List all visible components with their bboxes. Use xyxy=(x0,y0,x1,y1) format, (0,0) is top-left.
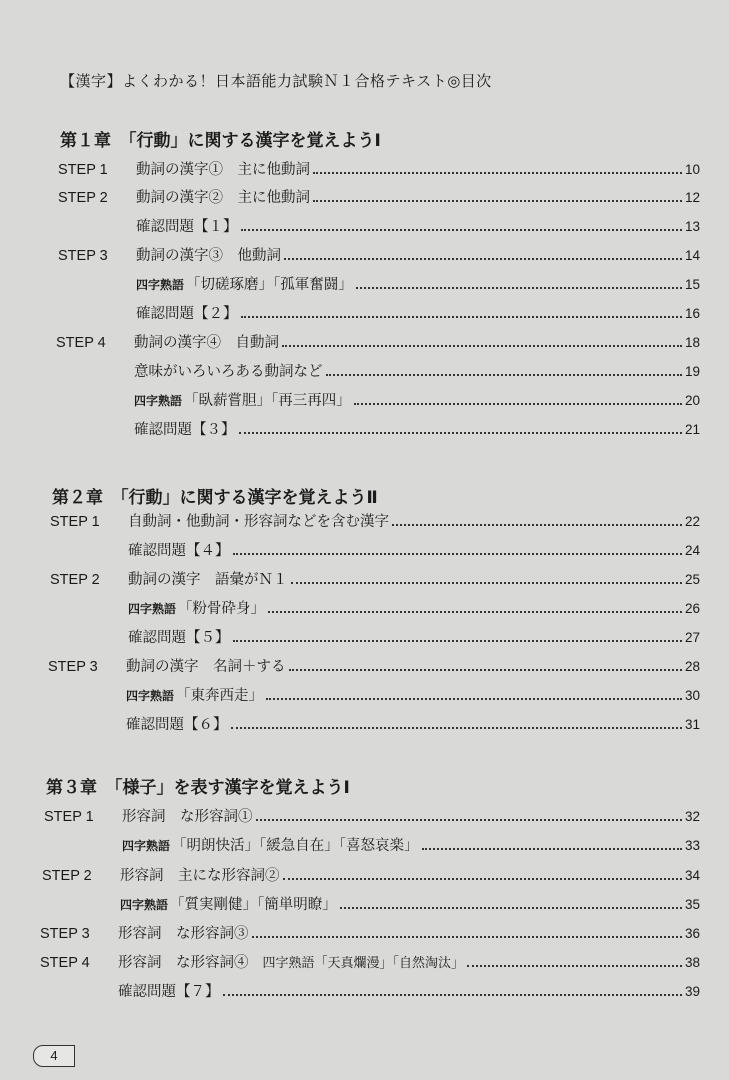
toc-leader-dots xyxy=(283,878,682,880)
toc-entry-text: 確認問題【２】 xyxy=(136,306,238,322)
toc-entry-tag: 四字熟語 xyxy=(120,898,169,912)
toc-row xyxy=(56,418,700,440)
toc-entry-title xyxy=(136,244,281,265)
toc-page-number: 21 xyxy=(684,422,700,437)
toc-page-number: 20 xyxy=(684,393,700,408)
toc-entry-title xyxy=(120,864,280,885)
chapter-1-title: 第１章 「行動」に関する漢字を覚えようⅠ xyxy=(60,131,381,151)
toc-entry-text: 「粉骨砕身」 xyxy=(178,601,266,617)
toc-page-number: 38 xyxy=(684,955,700,970)
toc-entry-title xyxy=(136,302,238,323)
toc-row xyxy=(50,539,700,561)
toc-leader-dots xyxy=(291,582,682,584)
toc-leader-dots xyxy=(241,229,682,231)
toc-entry-title xyxy=(126,684,263,705)
page-header: 【漢字】よくわかる！日本語能力試験Ｎ１合格テキスト◎目次 xyxy=(60,72,492,90)
toc-row xyxy=(40,922,700,944)
toc-page-number: 39 xyxy=(684,984,700,999)
toc-entry-text: 意味がいろいろある動詞など xyxy=(134,364,323,380)
toc-entry-title xyxy=(134,331,279,352)
toc-entry-title xyxy=(134,418,236,439)
toc-entry-title xyxy=(134,360,323,381)
toc-row xyxy=(56,360,700,382)
toc-leader-dots xyxy=(282,345,682,347)
toc-entry-text: 動詞の漢字② 主に他動詞 xyxy=(136,190,310,206)
toc-row xyxy=(56,389,700,411)
toc-leader-dots xyxy=(284,258,682,260)
toc-leader-dots xyxy=(268,611,682,613)
toc-entry-title xyxy=(136,158,310,179)
toc-entry-text: 形容詞 な形容詞④ xyxy=(118,955,249,971)
toc-leader-dots xyxy=(392,524,682,526)
toc-entry-title xyxy=(120,893,337,914)
toc-leader-dots xyxy=(356,287,682,289)
toc-entry-title xyxy=(122,805,253,826)
toc-step-label: STEP 1 xyxy=(44,809,94,825)
toc-leader-dots xyxy=(239,432,682,434)
toc-entry-title xyxy=(128,626,230,647)
toc-step-label: STEP 4 xyxy=(56,335,106,351)
toc-page-number: 18 xyxy=(684,335,700,350)
page-number: 4 xyxy=(50,1048,58,1063)
toc-step-label: STEP 3 xyxy=(40,926,90,942)
toc-page-number: 14 xyxy=(684,248,700,263)
toc-entry-title xyxy=(128,597,265,618)
toc-entry-text: 「臥薪嘗胆」「再三再四」 xyxy=(184,393,351,409)
toc-leader-dots xyxy=(233,553,682,555)
toc-entry-title xyxy=(128,568,288,589)
toc-row xyxy=(56,331,700,353)
toc-row xyxy=(58,158,700,180)
toc-entry-tag: 四字熟語 xyxy=(126,689,175,703)
toc-entry-tag: 四字熟語 xyxy=(134,394,183,408)
toc-page-number: 24 xyxy=(684,543,700,558)
toc-entry-text: 確認問題【５】 xyxy=(128,630,230,646)
toc-row xyxy=(50,626,700,648)
toc-leader-dots xyxy=(326,374,682,376)
toc-entry-text: 形容詞 な形容詞① xyxy=(122,809,253,825)
toc-row xyxy=(42,864,700,886)
toc-entry-title xyxy=(128,539,230,560)
toc-leader-dots xyxy=(422,848,682,850)
toc-entry-text: 確認問題【４】 xyxy=(128,543,230,559)
toc-step-label: STEP 2 xyxy=(58,190,108,206)
toc-step-label: STEP 3 xyxy=(48,659,98,675)
toc-leader-dots xyxy=(313,200,682,202)
toc-entry-text: 「東奔西走」 xyxy=(176,688,264,704)
toc-leader-dots xyxy=(256,819,682,821)
page-number-tab xyxy=(33,1045,75,1067)
toc-step-label: STEP 1 xyxy=(58,162,108,178)
toc-step-label: STEP 2 xyxy=(50,572,100,588)
toc-page-number: 12 xyxy=(684,190,700,205)
toc-entry-title xyxy=(136,215,238,236)
toc-entry-tag: 四字熟語 xyxy=(128,602,177,616)
toc-row xyxy=(40,951,700,973)
toc-entry-tag: 四字熟語 xyxy=(136,278,185,292)
toc-entry-title xyxy=(136,273,353,294)
toc-step-label: STEP 3 xyxy=(58,248,108,264)
toc-entry-title xyxy=(128,510,389,531)
toc-leader-dots xyxy=(266,698,682,700)
toc-page-number: 35 xyxy=(684,897,700,912)
toc-page-number: 34 xyxy=(684,868,700,883)
toc-entry-text: 動詞の漢字 名詞＋する xyxy=(126,659,286,675)
toc-row xyxy=(48,713,700,735)
toc-leader-dots xyxy=(252,936,682,938)
toc-entry-text: 確認問題【７】 xyxy=(118,984,220,1000)
toc-page-number: 31 xyxy=(684,717,700,732)
toc-page-number: 26 xyxy=(684,601,700,616)
toc-leader-dots xyxy=(354,403,682,405)
toc-row xyxy=(50,597,700,619)
toc-leader-dots xyxy=(340,907,682,909)
toc-entry-text: 確認問題【６】 xyxy=(126,717,228,733)
toc-entry-tag: 四字熟語 xyxy=(122,839,171,853)
toc-page-number: 27 xyxy=(684,630,700,645)
toc-page-number: 16 xyxy=(684,306,700,321)
toc-entry-text: 「切磋琢磨」「孤軍奮闘」 xyxy=(186,277,353,293)
toc-row xyxy=(48,655,700,677)
toc-entry-text: 自動詞・他動詞・形容詞などを含む漢字 xyxy=(128,514,389,530)
toc-page-number: 15 xyxy=(684,277,700,292)
toc-row xyxy=(58,215,700,237)
toc-step-label: STEP 1 xyxy=(50,514,100,530)
toc-step-label: STEP 4 xyxy=(40,955,90,971)
toc-entry-text: 形容詞 主にな形容詞② xyxy=(120,868,280,884)
toc-leader-dots xyxy=(233,640,682,642)
toc-entry-text: 形容詞 な形容詞③ xyxy=(118,926,249,942)
toc-row xyxy=(58,244,700,266)
toc-row xyxy=(58,186,700,208)
toc-row xyxy=(50,568,700,590)
toc-leader-dots xyxy=(241,316,682,318)
toc-entry-title xyxy=(118,951,464,972)
toc-leader-dots xyxy=(289,669,682,671)
toc-entry-title xyxy=(126,713,228,734)
toc-leader-dots xyxy=(313,172,682,174)
toc-leader-dots xyxy=(467,965,682,967)
chapter-2-title: 第２章 「行動」に関する漢字を覚えようⅡ xyxy=(52,488,378,508)
toc-page-number: 22 xyxy=(684,514,700,529)
toc-entry-title xyxy=(122,834,419,855)
toc-entry-title xyxy=(126,655,286,676)
toc-row xyxy=(58,273,700,295)
toc-entry-text: 確認問題【３】 xyxy=(134,422,236,438)
toc-row xyxy=(44,834,700,856)
toc-entry-subtext: 四字熟語「天真爛漫」「自然淘汰」 xyxy=(262,956,465,971)
toc-entry-title xyxy=(134,389,351,410)
toc-entry-title xyxy=(118,980,220,1001)
toc-page-number: 32 xyxy=(684,809,700,824)
toc-page-number: 19 xyxy=(684,364,700,379)
toc-page-number: 28 xyxy=(684,659,700,674)
toc-page-number: 25 xyxy=(684,572,700,587)
toc-row xyxy=(50,510,700,532)
toc-page-number: 13 xyxy=(684,219,700,234)
toc-leader-dots xyxy=(223,994,682,996)
toc-entry-title xyxy=(118,922,249,943)
toc-entry-text: 動詞の漢字 語彙がＮ１ xyxy=(128,572,288,588)
toc-page-number: 10 xyxy=(684,162,700,177)
toc-entry-text: 確認問題【１】 xyxy=(136,219,238,235)
toc-row xyxy=(48,684,700,706)
toc-page-number: 33 xyxy=(684,838,700,853)
toc-entry-text: 動詞の漢字① 主に他動詞 xyxy=(136,162,310,178)
toc-entry-text: 「質実剛健」「簡単明瞭」 xyxy=(170,897,337,913)
toc-row xyxy=(42,893,700,915)
toc-leader-dots xyxy=(231,727,682,729)
toc-row xyxy=(40,980,700,1002)
chapter-3-title: 第３章 「様子」を表す漢字を覚えようⅠ xyxy=(46,778,350,798)
toc-page-number: 36 xyxy=(684,926,700,941)
toc-entry-title xyxy=(136,186,310,207)
toc-entry-text: 動詞の漢字④ 自動詞 xyxy=(134,335,279,351)
toc-step-label: STEP 2 xyxy=(42,868,92,884)
toc-row xyxy=(58,302,700,324)
toc-entry-text: 「明朗快活」「緩急自在」「喜怒哀楽」 xyxy=(172,838,419,854)
toc-row xyxy=(44,805,700,827)
toc-page-number: 30 xyxy=(684,688,700,703)
toc-entry-text: 動詞の漢字③ 他動詞 xyxy=(136,248,281,264)
